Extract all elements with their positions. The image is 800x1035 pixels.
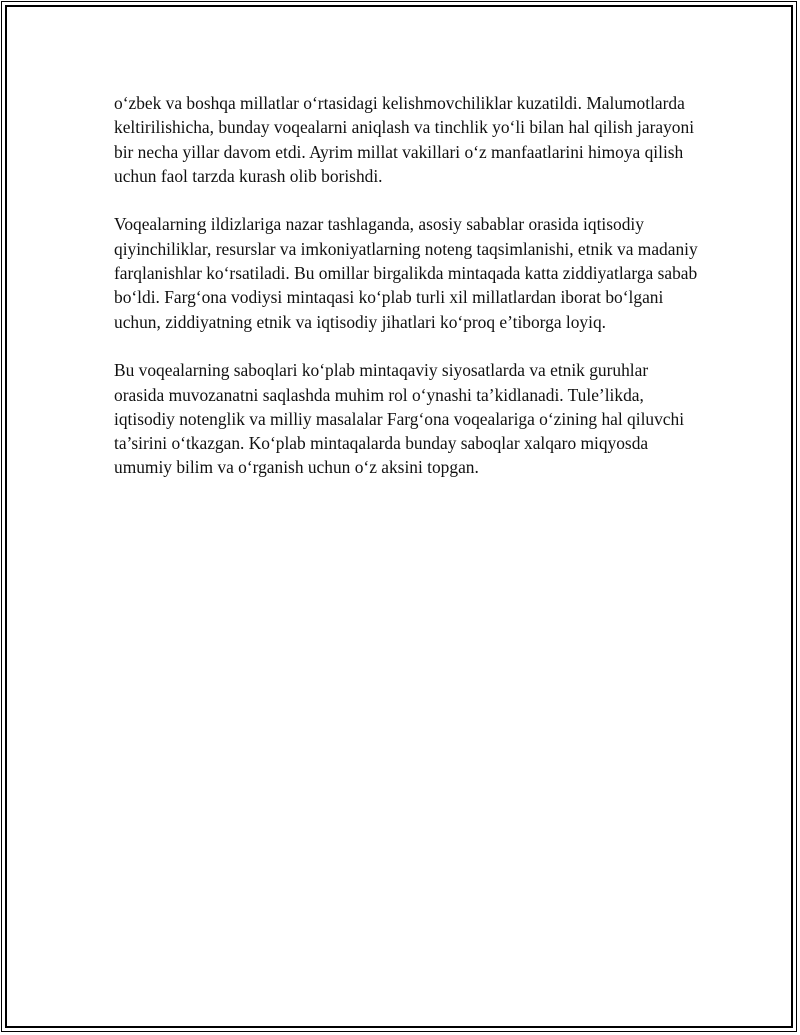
paragraph-3: Bu voqealarning saboqlari ko‘plab mintaqaviy siyosatlarda va etnik guruhlar orasida muvozanatni saqlashda muhim rol o‘ynashi ta’kidlanadi. Tule’likda, iqtisodiy notenglik va milliy masalalar Farg‘ona voqealariga o‘zining hal qiluvchi ta’sirini o‘tkazgan. Ko‘plab mintaqalarda bunday saboqlar xalqaro miqyosda umumiy bilim va o‘rganish uchun o‘z aksini topgan. [114,360,685,478]
document-page [1,1,797,1032]
paragraph-1: o‘zbek va boshqa millatlar o‘rtasidagi kelishmovchiliklar kuzatildi. Malumotlarda keltirilishicha, bunday voqealarni aniqlash va tinchlik yo‘li bilan hal qilish jarayoni bir necha yillar davom etdi. Ayrim millat vakillari o‘z manfaatlarini himoya qilish uchun faol tarzda kurash olib borishdi. [114,93,695,186]
paragraph-2: Voqealarning ildizlariga nazar tashlaganda, asosiy sabablar orasida iqtisodiy qiyinchiliklar, resurslar va imkoniyatlarning noteng taqsimlanishi, etnik va madaniy farqlanishlar ko‘rsatiladi. Bu omillar birgalikda mintaqada katta ziddiyatlarga sabab bo‘ldi. Farg‘ona vodiysi mintaqasi ko‘plab turli xil millatlardan iborat bo‘lgani uchun, ziddiyatning etnik va iqtisodiy jihatlari ko‘proq e’tiborga loyiq. [114,214,698,332]
document-body [114,91,700,504]
